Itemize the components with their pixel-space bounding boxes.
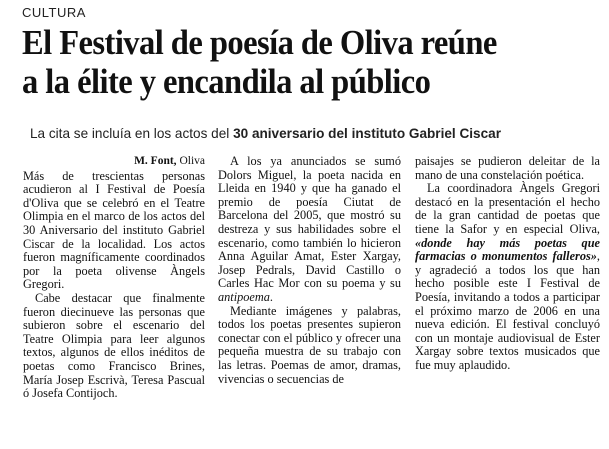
paragraph-emphasis: «donde hay más poetas que farmacias o monumentos falleros»	[415, 235, 600, 264]
paragraph-text: La coordinadora Àngels Gregori destacó en la presentación el hecho de la gran cantidad de poetas que tiene la Safor y en especial Oliva,	[415, 181, 600, 236]
paragraph-text: .	[269, 289, 273, 304]
headline-line-1: El Festival de poesía de Oliva reúne	[22, 23, 497, 62]
headline-line-2: a la élite y encandila al público	[22, 62, 431, 101]
article-column-3	[415, 155, 600, 373]
paragraph: paisajes se pudieron deleitar de la mano de una constelación poética.	[415, 154, 600, 182]
paragraph-text: , y agradeció a todos los que han hecho posible este I Festival de Poesía, invitando a todos a participar el próximo marzo de 2006 en una nueva edición. El festival concluyó con un montaje audiovisual de Ester Xargay sobre textos musicados que fue muy aplaudido.	[415, 249, 600, 372]
paragraph: Cabe destacar que finalmente fueron diecinueve las personas que subieron sobre el escenario del Teatre Olimpia para leer algunos textos, algunos de ellos inéditos de poetas como Francisco Brines, María Josep Escrivà, Teresa Pascual ó Josefa Contijoch.	[23, 290, 205, 401]
subhead-bold-text: 30 aniversario del instituto Gabriel Ciscar	[233, 125, 501, 141]
article-column-2	[218, 155, 401, 386]
subhead-text: La cita se incluía en los actos del	[30, 125, 234, 141]
byline	[23, 155, 205, 169]
article-column-1	[23, 155, 205, 401]
paragraph: Más de trescientas personas acudieron al I Festival de Poesía d'Oliva que se celebró en el Teatre Olimpia en el marco de los actos del 30 Aniversario del instituto Gabriel Ciscar de la localidad. Los actos fueron magníficamente coordinados por la poeta olivense Àngels Gregori.	[23, 168, 205, 292]
paragraph: Mediante imágenes y palabras, todos los poetas presentes supieron conectar con el público y ofrecer una pequeña muestra de su trabajo con las letras. Poemas de amor, dramas, vivencias o secuencias de	[218, 303, 401, 386]
paragraph-emphasis: antipoema	[218, 289, 270, 304]
section-label: CULTURA	[22, 5, 86, 20]
headline	[22, 23, 566, 101]
paragraph-text: A los ya anunciados se sumó Dolors Miguel, la poeta nacida en Lleida en 1940 y que ha ganado el premio de poesía Ciutat de Barcelona del 2005, que mostró su destreza y sus habilidades sobre el escenario, como también lo hicieron Anna Aguilar Amat, Ester Xargay, Josep Pedrals, David Castillo o Carles Hac Mor con su poema y su	[218, 154, 401, 291]
byline-author: M. Font,	[134, 155, 177, 167]
paragraph	[415, 182, 600, 372]
subheadline	[30, 125, 588, 141]
byline-place: Oliva	[176, 155, 205, 167]
paragraph	[218, 155, 401, 305]
